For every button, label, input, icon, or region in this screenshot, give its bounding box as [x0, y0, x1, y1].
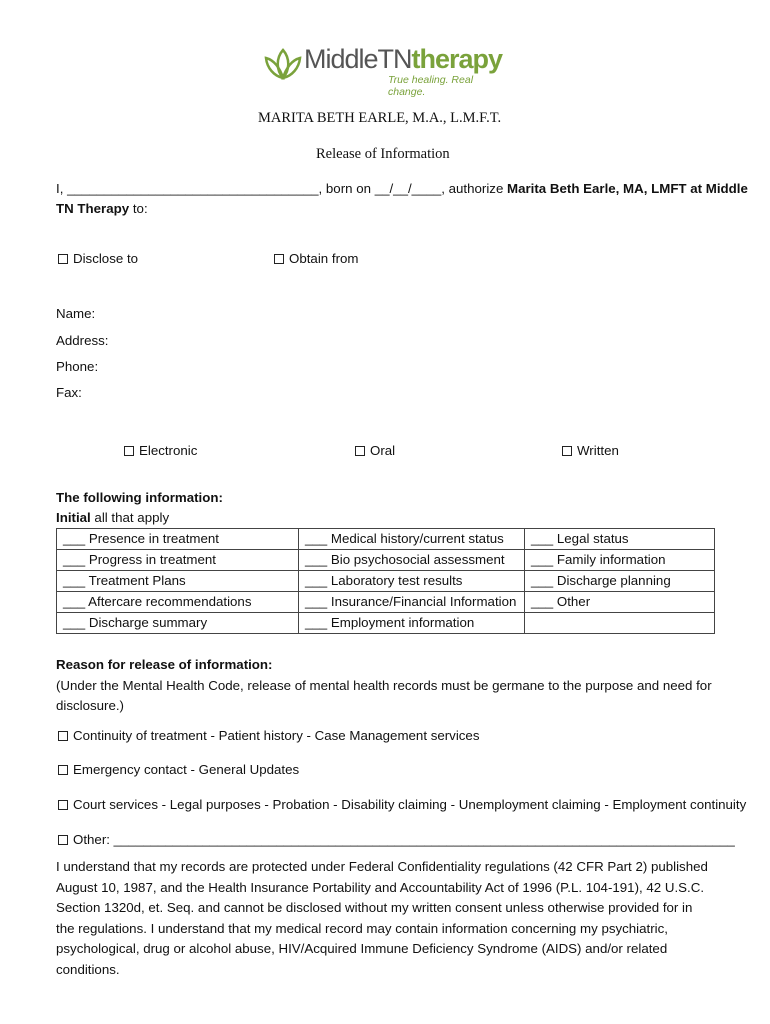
- fax-label: Fax:: [56, 385, 82, 400]
- initial-word: Initial: [56, 510, 91, 525]
- intro-text: I, __________________________________, born on __/__/____, authorize: [56, 181, 508, 196]
- written-label: Written: [577, 443, 619, 458]
- table-cell: ___ Discharge planning: [525, 571, 715, 592]
- table-row: [57, 592, 715, 613]
- table-cell: ___ Legal status: [525, 529, 715, 550]
- electronic-option[interactable]: [124, 443, 197, 458]
- reason-note-1: (Under the Mental Health Code, release of mental health records must be germane to the purpose and need for: [56, 678, 712, 693]
- table-cell: ___ Insurance/Financial Information: [299, 592, 525, 613]
- written-checkbox[interactable]: [562, 446, 572, 456]
- table-cell: ___ Family information: [525, 550, 715, 571]
- table-cell: ___ Medical history/current status: [299, 529, 525, 550]
- table-cell: ___ Aftercare recommendations: [57, 592, 299, 613]
- court-checkbox[interactable]: [58, 800, 68, 810]
- table-cell: ___ Employment information: [299, 613, 525, 634]
- name-label: Name:: [56, 306, 96, 321]
- disclose-checkbox[interactable]: [58, 254, 68, 264]
- disclose-option[interactable]: [58, 251, 138, 266]
- intro-practice: TN Therapy: [56, 201, 130, 216]
- oral-label: Oral: [370, 443, 396, 458]
- table-row: [57, 613, 715, 634]
- table-cell: ___ Presence in treatment: [57, 529, 299, 550]
- oral-checkbox[interactable]: [355, 446, 365, 456]
- obtain-option[interactable]: [274, 251, 358, 266]
- information-table: [56, 528, 715, 634]
- intro-to: to:: [129, 201, 148, 216]
- emergency-checkbox[interactable]: [58, 765, 68, 775]
- continuity-checkbox[interactable]: [58, 731, 68, 741]
- oral-option[interactable]: [355, 443, 395, 458]
- other-label: Other: ____________________________________________________________________________________: [73, 832, 735, 847]
- table-cell: ___ Other: [525, 592, 715, 613]
- confidentiality-statement: I understand that my records are protected under Federal Confidentiality regulations (42 CFR Part 2) published August 10, 1987, and the Health Insurance Portability and Accountability Act of 1996 (P.L. 104-191), 42 U.S.C. Section 1320d, et. Seq. and cannot be disclosed without my written consent unless otherwise provided for in the regulations. I understand that my medical record may contain information concerning my psychiatric, psychological, drug or alcohol abuse, HIV/Acquired Immune Deficiency Syndrome (AIDS) and/or related conditions.: [56, 859, 708, 977]
- reason-note-2: disclosure.): [56, 698, 124, 713]
- emergency-label: Emergency contact - General Updates: [73, 762, 300, 777]
- intro-line-2: [56, 201, 148, 216]
- reason-option-emergency[interactable]: [58, 762, 299, 777]
- electronic-checkbox[interactable]: [124, 446, 134, 456]
- table-cell: ___ Discharge summary: [57, 613, 299, 634]
- obtain-checkbox[interactable]: [274, 254, 284, 264]
- therapist-name: MARITA BETH EARLE, M.A., L.M.F.T.: [258, 110, 502, 126]
- initial-instruction: [56, 510, 169, 525]
- electronic-label: Electronic: [139, 443, 198, 458]
- table-cell: ___ Bio psychosocial assessment: [299, 550, 525, 571]
- table-cell: ___ Treatment Plans: [57, 571, 299, 592]
- reason-heading: Reason for release of information:: [56, 657, 273, 672]
- intro-provider: Marita Beth Earle, MA, LMFT at Middle: [507, 181, 748, 196]
- reason-option-continuity[interactable]: [58, 728, 479, 743]
- table-cell: [525, 613, 715, 634]
- obtain-label: Obtain from: [289, 251, 359, 266]
- document-title: Release of Information: [316, 146, 450, 162]
- company-logo: [262, 44, 512, 98]
- table-row: [57, 550, 715, 571]
- following-heading: The following information:: [56, 490, 223, 505]
- reason-option-other[interactable]: [58, 832, 735, 847]
- lotus-leaf-icon: [262, 48, 304, 82]
- reason-option-court[interactable]: [58, 797, 746, 812]
- table-row: [57, 571, 715, 592]
- phone-label: Phone:: [56, 359, 99, 374]
- disclose-label: Disclose to: [73, 251, 139, 266]
- continuity-label: Continuity of treatment - Patient history - Case Management services: [73, 728, 480, 743]
- court-label: Court services - Legal purposes - Probation - Disability claiming - Unemployment claiming - Employment continuity: [73, 797, 747, 812]
- table-row: [57, 529, 715, 550]
- table-cell: ___ Laboratory test results: [299, 571, 525, 592]
- intro-line-1: [56, 181, 748, 196]
- other-checkbox[interactable]: [58, 835, 68, 845]
- table-cell: ___ Progress in treatment: [57, 550, 299, 571]
- initial-rest: all that apply: [90, 510, 170, 525]
- address-label: Address:: [56, 333, 109, 348]
- written-option[interactable]: [562, 443, 619, 458]
- logo-tagline: True healing. Real change.: [388, 74, 474, 98]
- logo-wordmark: MiddleTNtherapy: [304, 44, 503, 74]
